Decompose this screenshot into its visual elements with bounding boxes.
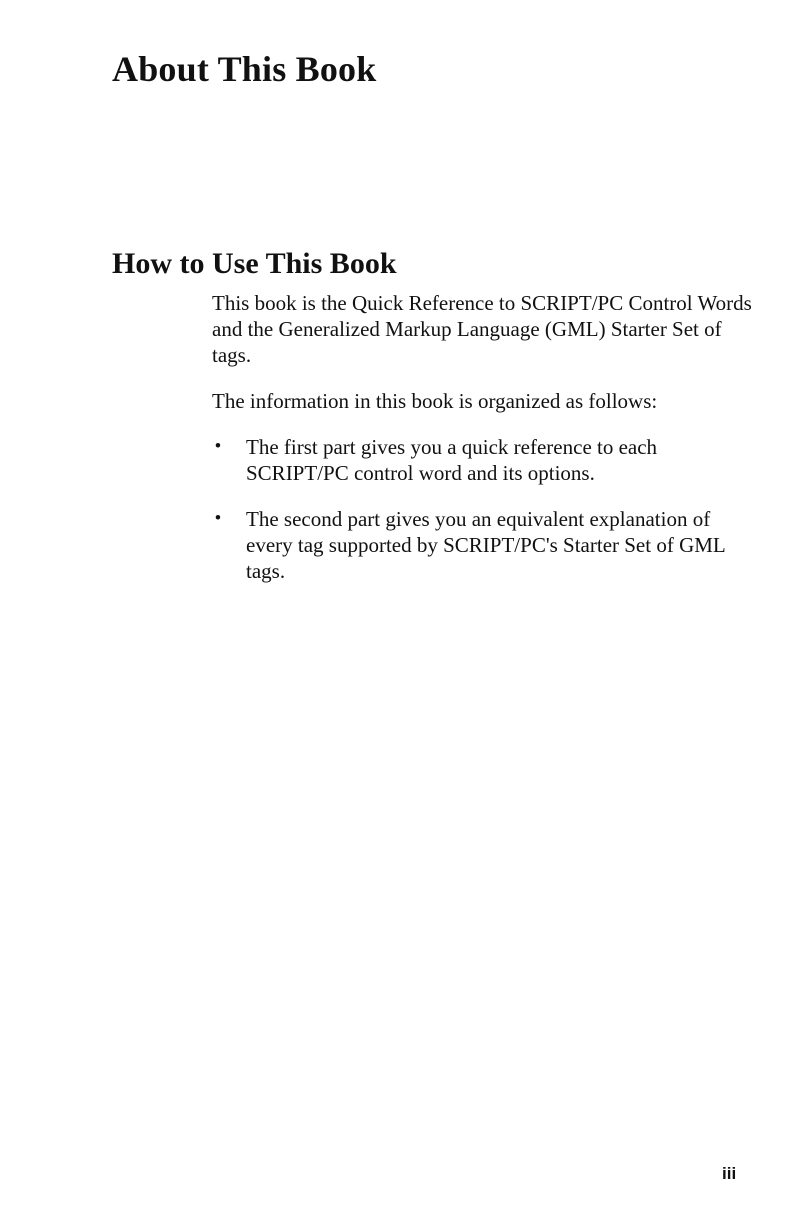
- intro-paragraph: This book is the Quick Reference to SCRIPT/PC Control Words and the Generalized Markup Language (GML) Starter Set of tags.: [212, 291, 752, 367]
- organization-list: [212, 434, 757, 584]
- bullet-icon: •: [214, 508, 222, 529]
- list-item-text: The second part gives you an equivalent explanation of every tag supported by SCRIPT/PC's Starter Set of GML tags.: [246, 507, 725, 583]
- list-item: [212, 434, 757, 486]
- list-item-text: The first part gives you a quick reference to each SCRIPT/PC control word and its options.: [246, 435, 658, 485]
- list-item: [212, 506, 757, 584]
- bullet-icon: •: [214, 436, 222, 457]
- organization-paragraph: The information in this book is organized as follows:: [212, 389, 658, 413]
- section-body: [212, 290, 757, 604]
- chapter-title: About This Book: [112, 49, 377, 89]
- page-number: iii: [722, 1164, 737, 1183]
- section-heading: How to Use This Book: [112, 247, 397, 280]
